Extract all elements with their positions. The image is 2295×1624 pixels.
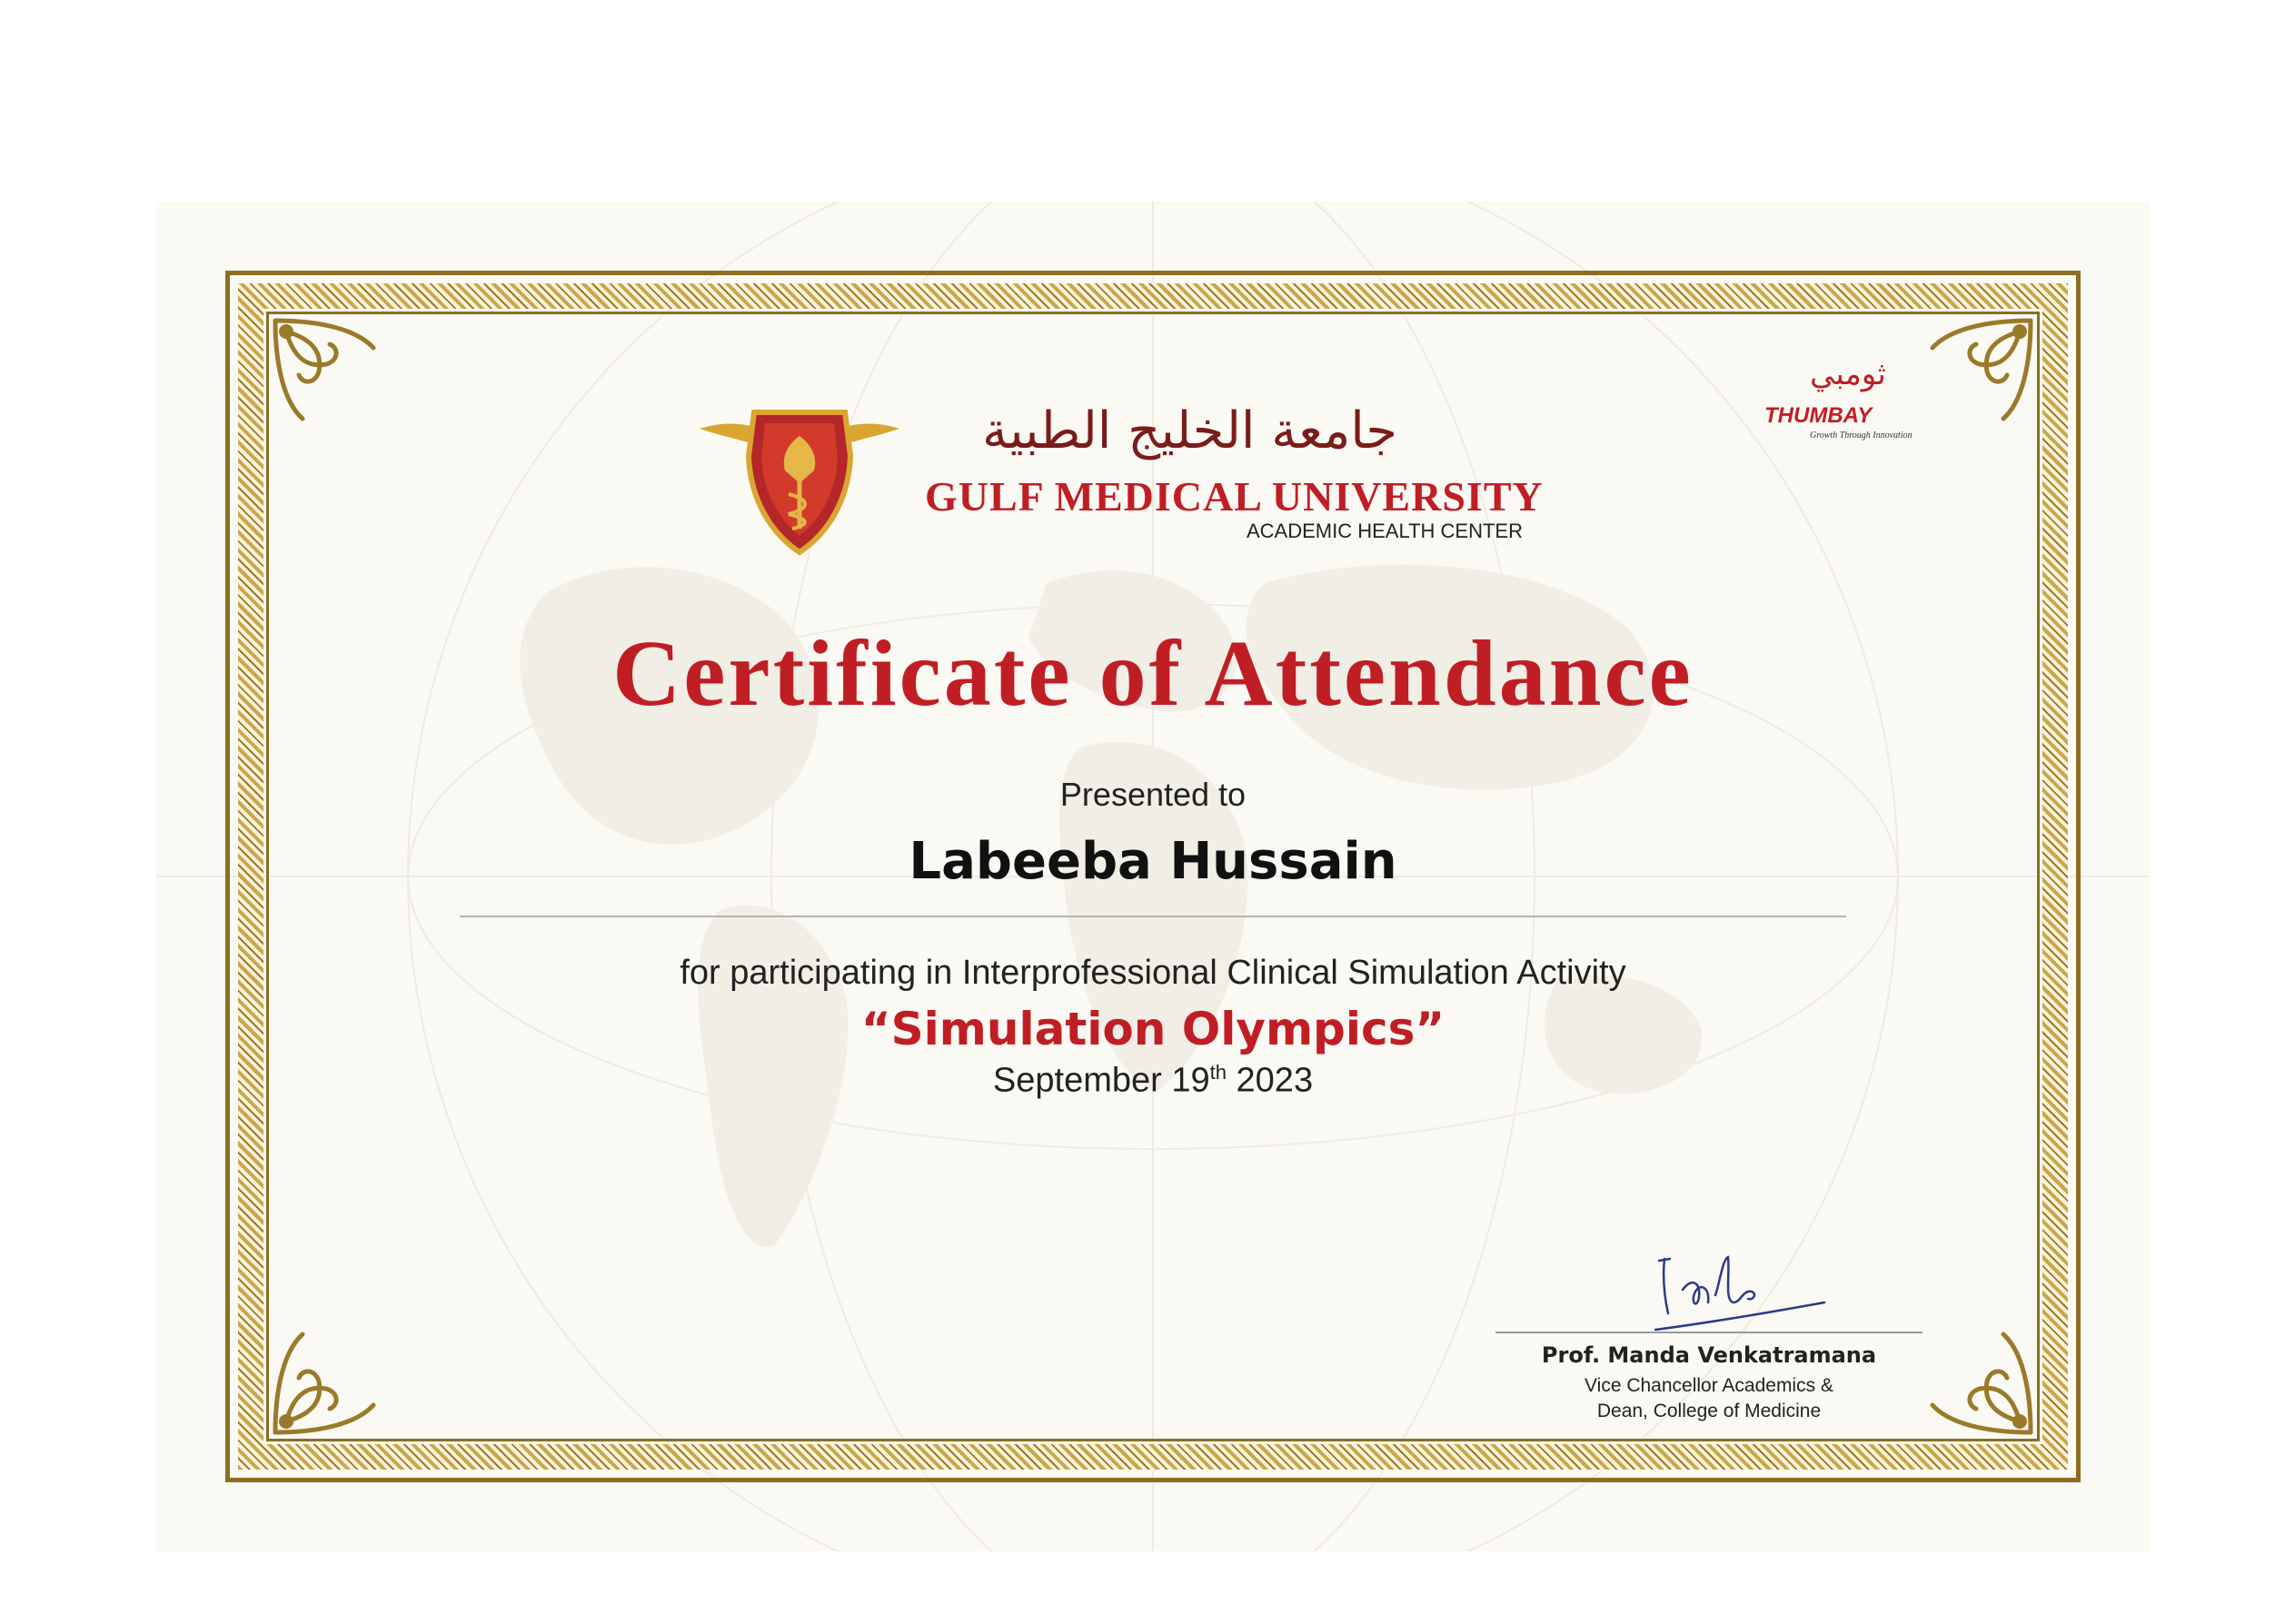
event-date-year: 2023 — [1226, 1061, 1314, 1100]
handwritten-signature — [1646, 1250, 1828, 1337]
participation-text: for participating in Interprofessional Clinical Simulation Activity — [680, 954, 1626, 992]
signature-line — [1495, 1332, 1922, 1333]
presented-label: Presented to — [1059, 776, 1247, 813]
partner-tagline: Growth Through Innovation — [1810, 431, 1912, 441]
certificate — [156, 202, 2150, 1551]
corner-flourish-bottom-left — [266, 1323, 384, 1441]
university-name: GULF MEDICAL UNIVERSITY — [925, 473, 1544, 520]
event-name: “Simulation Olympics” — [860, 1003, 1446, 1055]
event-date-ordinal: th — [1209, 1061, 1227, 1084]
name-underline — [460, 916, 1846, 917]
partner-name-arabic: ثومبي — [1810, 356, 1886, 392]
recipient-name: Labeeba Hussain — [909, 832, 1397, 891]
corner-flourish-top-left — [266, 312, 384, 430]
signatory-title-line1: Vice Chancellor Academics & — [1585, 1375, 1833, 1396]
signatory-title-line2: Dean, College of Medicine — [1596, 1401, 1822, 1421]
university-logo — [690, 392, 1626, 556]
corner-flourish-bottom-right — [1922, 1323, 2040, 1441]
partner-name: THUMBAY — [1764, 403, 1873, 428]
eagle-shield-icon — [690, 392, 909, 556]
university-subtitle: ACADEMIC HEALTH CENTER — [1247, 520, 1523, 542]
event-date — [156, 1061, 2150, 1101]
signatory-name: Prof. Manda Venkatramana — [1541, 1342, 1877, 1368]
university-name-arabic: جامعة الخليج الطبية — [981, 401, 1397, 460]
event-date-day: September 19 — [992, 1061, 1210, 1100]
partner-logo — [1764, 356, 1964, 456]
certificate-title: Certificate of Attendance — [612, 621, 1694, 726]
